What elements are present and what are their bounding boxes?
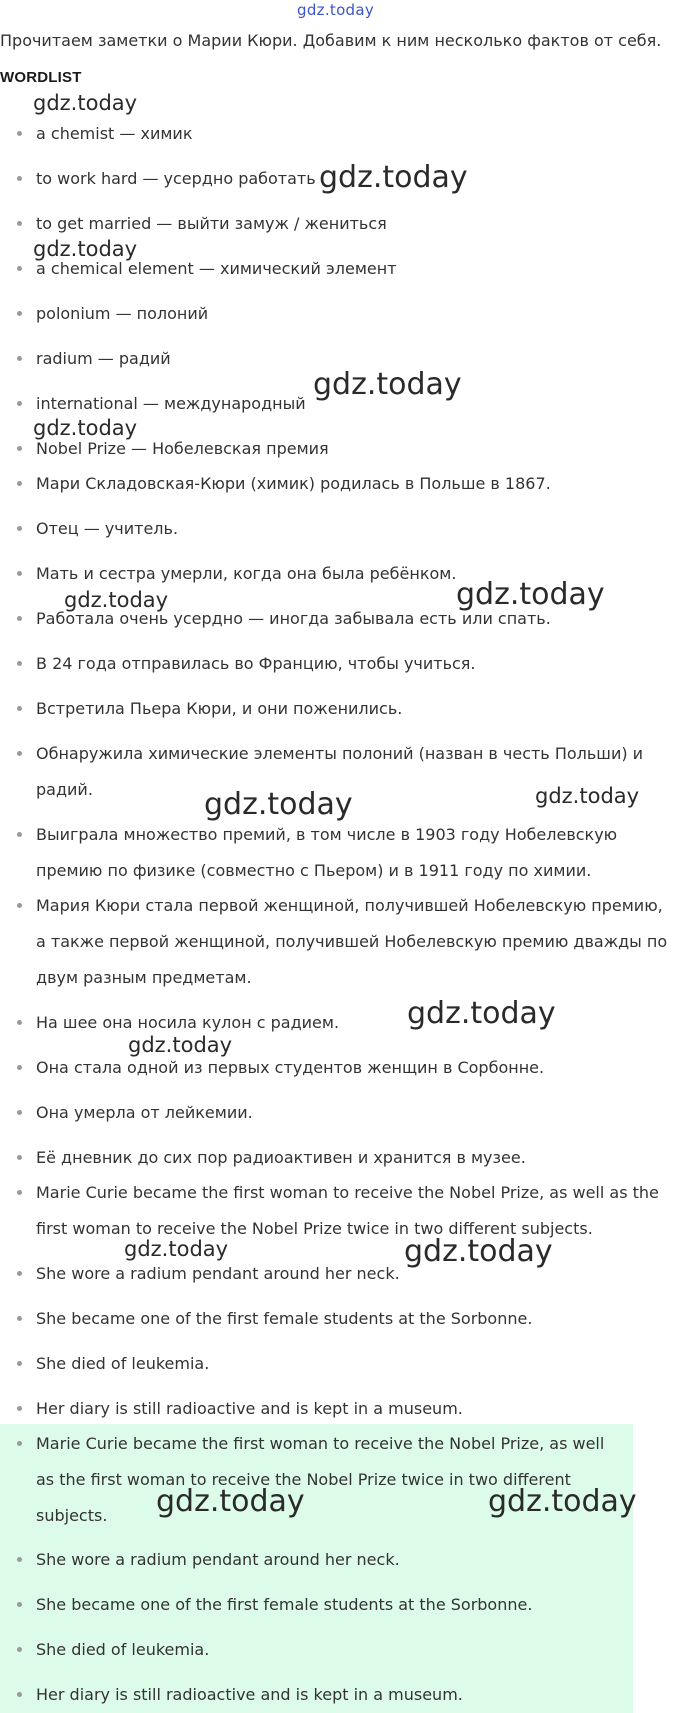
bullet-icon: [17, 903, 22, 908]
watermark: gdz.today: [33, 416, 138, 440]
list-item-text: polonium — полоний: [36, 304, 209, 323]
bullet-icon: [17, 311, 22, 316]
list-item-text: Обнаружила химические элементы полоний (назван в честь Польши) и радий.: [36, 744, 644, 799]
bullet-icon: [17, 1190, 22, 1195]
bullet-icon: [17, 1406, 22, 1411]
list-item-text: Её дневник до сих пор радиоактивен и хранится в музее.: [36, 1148, 526, 1167]
bullet-icon: [17, 706, 22, 711]
bullet-icon: [17, 131, 22, 136]
bullet-icon: [17, 832, 22, 837]
watermark: gdz.today: [404, 1234, 553, 1269]
bullet-icon: [17, 481, 22, 486]
bullet-icon: [17, 1602, 22, 1607]
list-item-text: Работала очень усердно — иногда забывала есть или спать.: [36, 609, 551, 628]
list-item-text: Her diary is still radioactive and is kept in a museum.: [36, 1399, 463, 1418]
wordlist-heading: WORDLIST: [0, 69, 82, 86]
bullet-icon: [17, 1110, 22, 1115]
list-item-text: international — международный: [36, 394, 306, 413]
site-logo-link[interactable]: gdz.today: [297, 1, 375, 19]
bullet-icon: [17, 571, 22, 576]
bullet-icon: [17, 356, 22, 361]
list-item-text: radium — радий: [36, 349, 171, 368]
bullet-icon: [17, 1361, 22, 1366]
bullet-icon: [17, 1271, 22, 1276]
watermark: gdz.today: [407, 996, 556, 1031]
bullet-icon: [17, 526, 22, 531]
watermark: gdz.today: [456, 577, 605, 612]
list-item-text: Her diary is still radioactive and is kept in a museum.: [36, 1685, 463, 1704]
bullet-icon: [17, 1020, 22, 1025]
intro-text: Прочитаем заметки о Марии Кюри. Добавим к ним несколько фактов от себя.: [0, 31, 662, 50]
list-item-text: Отец — учитель.: [36, 519, 179, 538]
bullet-icon: [17, 446, 22, 451]
watermark: gdz.today: [124, 1237, 229, 1261]
bullet-icon: [17, 1441, 22, 1446]
watermark: gdz.today: [488, 1484, 637, 1519]
watermark: gdz.today: [156, 1484, 305, 1519]
list-item-text: She wore a radium pendant around her neck.: [36, 1550, 400, 1569]
bullet-icon: [17, 401, 22, 406]
list-item-text: Marie Curie became the first woman to receive the Nobel Prize, as well as the first woman to receive the Nobel Prize twice in two different subjects.: [36, 1183, 659, 1238]
list-item-text: to work hard — усердно работать: [36, 169, 316, 188]
list-item-text: Nobel Prize — Нобелевская премия: [36, 439, 329, 458]
list-item-text: Мать и сестра умерли, когда она была ребёнком.: [36, 564, 457, 583]
list-item-text: She wore a radium pendant around her neck.: [36, 1264, 400, 1283]
list-item-text: a chemist — химик: [36, 124, 193, 143]
watermark: gdz.today: [535, 784, 640, 808]
list-item-text: Она умерла от лейкемии.: [36, 1103, 253, 1122]
list-item-text: Она стала одной из первых студентов женщин в Сорбонне.: [36, 1058, 545, 1077]
bullet-icon: [17, 1155, 22, 1160]
bullet-icon: [17, 661, 22, 666]
bullet-icon: [17, 266, 22, 271]
bullet-icon: [17, 1647, 22, 1652]
bullet-icon: [17, 751, 22, 756]
list-item-text: She died of leukemia.: [36, 1354, 210, 1373]
list-item-text: She died of leukemia.: [36, 1640, 210, 1659]
list-item-text: В 24 года отправилась во Францию, чтобы учиться.: [36, 654, 476, 673]
list-item-text: She became one of the first female students at the Sorbonne.: [36, 1595, 533, 1614]
bullet-icon: [17, 1557, 22, 1562]
watermark: gdz.today: [33, 91, 138, 115]
list-item-text: Мария Кюри стала первой женщиной, получившей Нобелевскую премию, а также первой женщиной, получившей Нобелевскую премию дважды по двум разным предметам.: [36, 896, 668, 987]
list-item-text: to get married — выйти замуж / жениться: [36, 214, 387, 233]
bullet-icon: [17, 221, 22, 226]
list-item-text: Выиграла множество премий, в том числе в 1903 году Нобелевскую премию по физике (совместно с Пьером) и в 1911 году по химии.: [36, 825, 618, 880]
list-item-text: She became one of the first female students at the Sorbonne.: [36, 1309, 533, 1328]
bullet-icon: [17, 1316, 22, 1321]
list-item-text: Мари Складовская-Кюри (химик) родилась в Польше в 1867.: [36, 474, 551, 493]
watermark: gdz.today: [204, 787, 353, 822]
watermark: gdz.today: [64, 588, 169, 612]
list-item-text: a chemical element — химический элемент: [36, 259, 397, 278]
watermark: gdz.today: [33, 237, 138, 261]
watermark: gdz.today: [313, 367, 462, 402]
bullet-icon: [17, 1065, 22, 1070]
watermark: gdz.today: [128, 1033, 233, 1057]
list-item-text: На шее она носила кулон с радием.: [36, 1013, 340, 1032]
bullet-icon: [17, 616, 22, 621]
list-item-text: Встретила Пьера Кюри, и они поженились.: [36, 699, 403, 718]
bullet-icon: [17, 1692, 22, 1697]
list-item-text: Marie Curie became the first woman to receive the Nobel Prize, as well as the first woman to receive the Nobel Prize twice in two different subjects.: [36, 1434, 605, 1525]
bullet-icon: [17, 176, 22, 181]
watermark: gdz.today: [319, 160, 468, 195]
